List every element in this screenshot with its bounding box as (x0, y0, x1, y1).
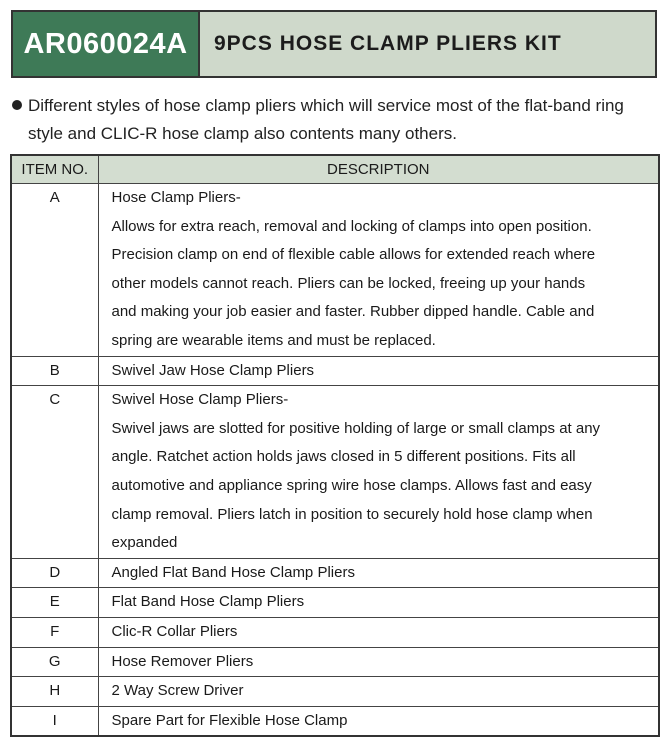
header-item-no: ITEM NO. (11, 155, 98, 184)
description-line: Flat Band Hose Clamp Pliers (111, 593, 305, 611)
description-line: Allows for extra reach, removal and locking of clamps into open position. (111, 217, 592, 235)
table-row (11, 588, 659, 618)
item-number-cell (11, 677, 98, 707)
bullet-icon (12, 100, 22, 110)
item-number: C (49, 391, 61, 409)
description-cell (98, 677, 659, 707)
item-number-cell (11, 356, 98, 386)
description-line: Clic-R Collar Pliers (111, 622, 238, 640)
table-row (11, 647, 659, 677)
parts-table (10, 154, 660, 737)
description-cell (98, 617, 659, 647)
item-number-cell (11, 617, 98, 647)
item-number: A (49, 189, 60, 206)
description-line: Spare Part for Flexible Hose Clamp (111, 711, 348, 729)
table-row (11, 356, 659, 386)
description-cell (98, 558, 659, 588)
intro-line-2: style and CLIC-R hose clamp also contents many others. (28, 124, 457, 143)
description-line: expanded (111, 534, 178, 552)
table-row (11, 617, 659, 647)
description-line: clamp removal. Pliers latch in position to securely hold hose clamp when (111, 505, 593, 523)
item-number: G (48, 652, 61, 670)
description-cell (98, 588, 659, 618)
description-line: Swivel Hose Clamp Pliers- (111, 391, 289, 409)
description-line: Precision clamp on end of flexible cable allows for extended reach where (111, 246, 596, 264)
description-cell (98, 706, 659, 736)
description-cell (98, 356, 659, 386)
item-number: I (52, 711, 57, 729)
item-number: H (49, 682, 61, 700)
description-line: and making your job easier and faster. Rubber dipped handle. Cable and (111, 303, 595, 321)
intro-line-1: Different styles of hose clamp pliers which will service most of the flat-band ring (28, 96, 624, 115)
header-banner (11, 10, 657, 78)
product-code: AR060024A (13, 12, 200, 76)
item-number: E (49, 593, 60, 611)
table-header-row (11, 155, 659, 184)
item-number-cell (11, 588, 98, 618)
description-line: 2 Way Screw Driver (111, 682, 244, 700)
item-number-cell (11, 184, 98, 357)
table-row (11, 677, 659, 707)
description-line: angle. Ratchet action holds jaws closed in 5 different positions. Fits all (111, 448, 576, 466)
table-row (11, 184, 659, 357)
table-row (11, 558, 659, 588)
product-title: 9PCS HOSE CLAMP PLIERS KIT (200, 12, 655, 76)
description-line: Hose Remover Pliers (111, 652, 254, 670)
item-number-cell (11, 647, 98, 677)
description-cell (98, 386, 659, 559)
description-cell (98, 647, 659, 677)
item-number: F (50, 622, 60, 640)
description-line: other models cannot reach. Pliers can be locked, freeing up your hands (111, 274, 586, 292)
item-number-cell (11, 558, 98, 588)
description-line: Swivel jaws are slotted for positive holding of large or small clamps at any (111, 419, 601, 437)
description-line: spring are wearable items and must be replaced. (111, 331, 436, 349)
description-cell (98, 184, 659, 357)
description-line: Angled Flat Band Hose Clamp Pliers (111, 563, 355, 581)
item-number-cell (11, 386, 98, 559)
description-line: automotive and appliance spring wire hose clamps. Allows fast and easy (111, 476, 592, 494)
intro-paragraph (12, 92, 652, 148)
item-number: D (49, 563, 61, 581)
table-row (11, 706, 659, 736)
item-number-cell (11, 706, 98, 736)
item-number: B (49, 361, 60, 379)
header-description: DESCRIPTION (98, 155, 659, 184)
table-row (11, 386, 659, 559)
description-line: Hose Clamp Pliers- (111, 189, 241, 206)
description-line: Swivel Jaw Hose Clamp Pliers (111, 361, 315, 379)
